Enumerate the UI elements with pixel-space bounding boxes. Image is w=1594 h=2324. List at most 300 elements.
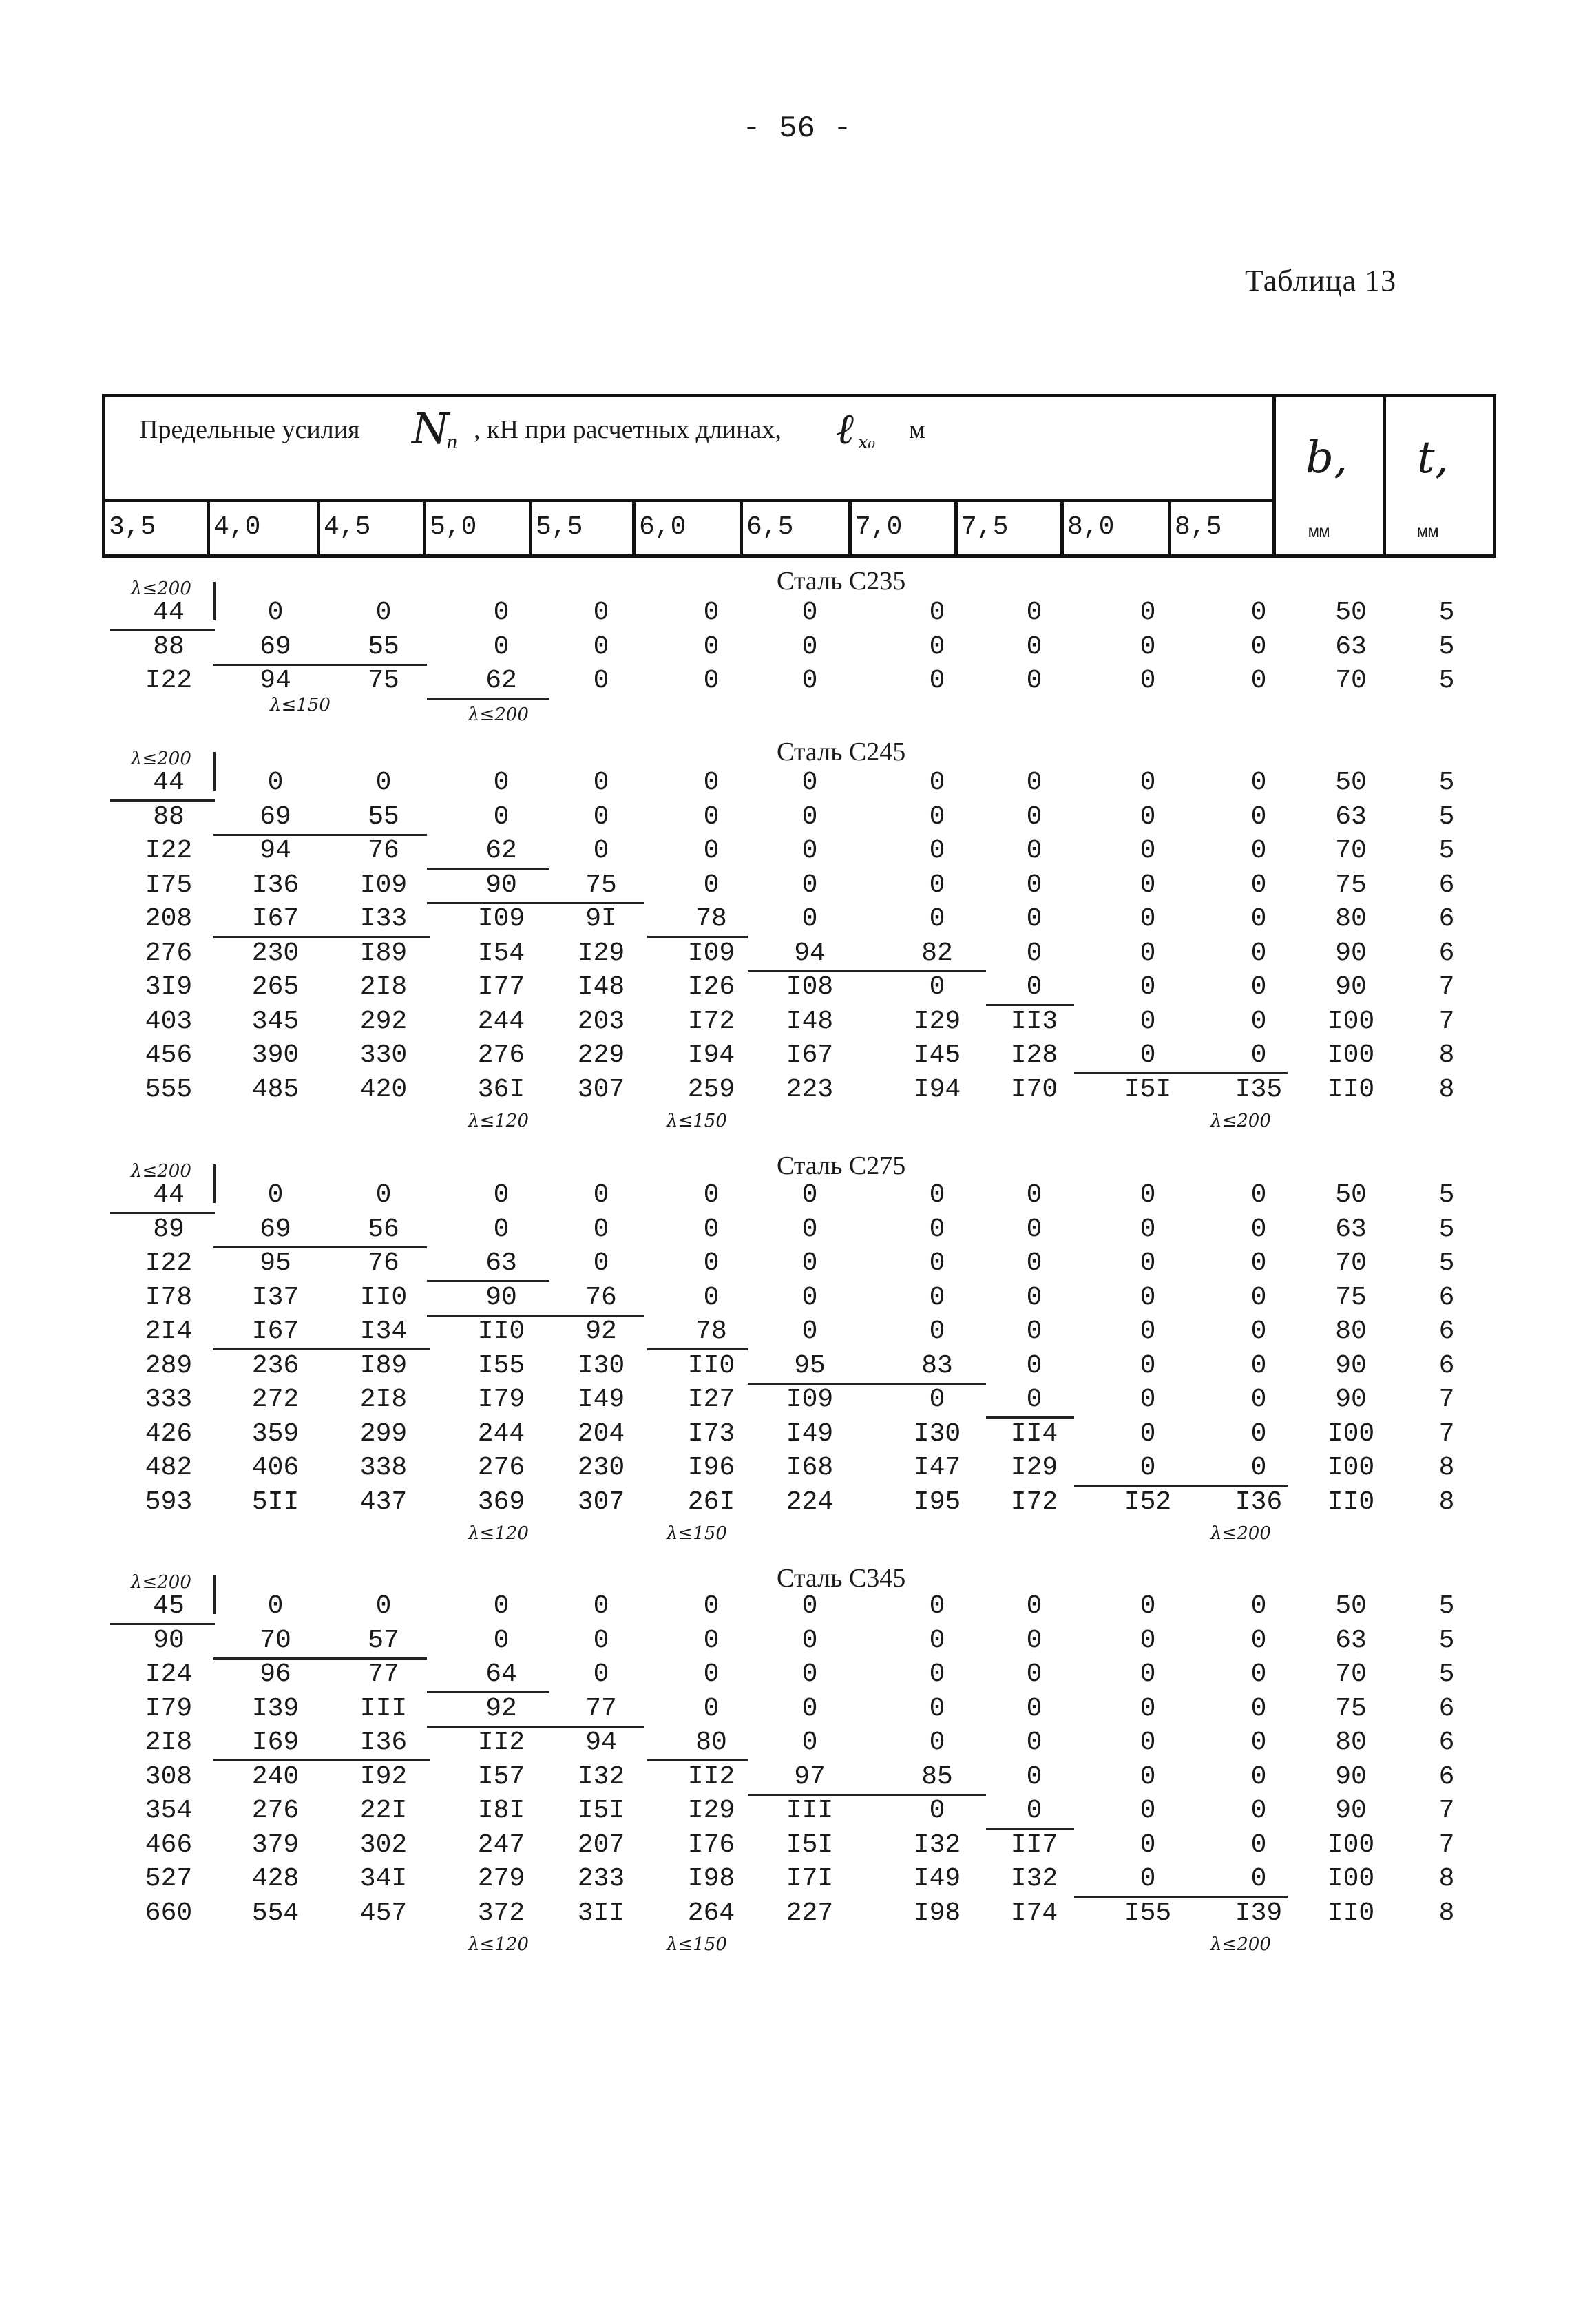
table-cell: 0 [1140, 1830, 1156, 1860]
table-cell: 57 [368, 1625, 399, 1655]
table-cell: I98 [687, 1864, 735, 1894]
table-cell: 0 [1250, 1591, 1267, 1621]
table-cell: 593 [145, 1487, 193, 1517]
table-cell: I35 [1235, 1074, 1283, 1105]
step-line [110, 1623, 215, 1625]
length-header: 6,5 [746, 512, 794, 542]
length-header: 6,0 [639, 512, 686, 542]
table-cell: I89 [359, 938, 408, 968]
table-cell: 94 [794, 938, 826, 968]
lambda-label: λ≤150 [270, 695, 331, 715]
table-cell: 0 [703, 870, 720, 900]
table-cell: 8 [1438, 1074, 1455, 1105]
table-cell: 302 [359, 1830, 408, 1860]
header-divider-t [1383, 394, 1386, 558]
table-cell: 6 [1438, 1317, 1455, 1346]
table-cell: I29 [913, 1006, 961, 1036]
table-cell: 0 [1250, 1317, 1267, 1346]
table-cell: 82 [921, 938, 953, 968]
table-cell: 2I8 [145, 1728, 193, 1757]
table-cell: 95 [260, 1248, 291, 1278]
table-cell: I09 [687, 938, 735, 968]
table-cell: 292 [359, 1006, 408, 1036]
table-cell: 80 [695, 1728, 727, 1757]
table-cell: 0 [1140, 1419, 1156, 1449]
table-cell: II0 [477, 1317, 525, 1346]
table-cell: 379 [251, 1830, 300, 1860]
symbol-l: ℓ [836, 404, 854, 454]
length-divider [848, 499, 852, 558]
table-cell: 482 [145, 1453, 193, 1483]
table-cell: 0 [703, 768, 720, 797]
step-line [874, 1383, 978, 1385]
lambda-label: λ≤200 [131, 1572, 191, 1593]
table-cell: 0 [929, 904, 945, 934]
table-cell: I96 [687, 1453, 735, 1483]
table-cell: 276 [145, 938, 193, 968]
table-cell: 207 [577, 1830, 625, 1860]
table-cell: 90 [1335, 972, 1367, 1002]
table-cell: 0 [1140, 1453, 1156, 1483]
table-cell: I24 [145, 1660, 193, 1689]
table-cell: 6 [1438, 938, 1455, 968]
table-cell: 69 [260, 631, 291, 662]
table-cell: 0 [1140, 802, 1156, 832]
table-cell: 5 [1438, 1248, 1455, 1278]
lambda-label: λ≤120 [468, 1522, 529, 1544]
table-cell: 6 [1438, 1728, 1455, 1757]
table-cell: 0 [1250, 1006, 1267, 1036]
table-cell: II0 [1327, 1487, 1375, 1517]
table-cell: 0 [1250, 904, 1267, 934]
table-cell: I36 [359, 1728, 408, 1757]
step-line [213, 1164, 216, 1203]
table-cell: I5I [577, 1796, 625, 1825]
table-cell: 0 [929, 768, 945, 797]
table-cell: 8 [1438, 1453, 1455, 1483]
table-cell: 0 [493, 768, 510, 797]
table-cell: 75 [1335, 1282, 1367, 1312]
step-line [213, 1657, 427, 1660]
table-cell: 0 [703, 1660, 720, 1689]
table-cell: 555 [145, 1074, 193, 1105]
table-cell: 307 [577, 1487, 625, 1517]
table-cell: 50 [1335, 598, 1367, 627]
table-cell: II0 [1327, 1898, 1375, 1928]
table-cell: I09 [359, 870, 408, 900]
table-cell: I00 [1327, 1006, 1375, 1036]
table-cell: I39 [251, 1693, 300, 1724]
table-cell: 0 [1140, 598, 1156, 627]
table-cell: 0 [1250, 938, 1267, 968]
table-cell: 63 [1335, 802, 1367, 832]
table-cell: 0 [929, 1282, 945, 1312]
table-cell: 5 [1438, 666, 1455, 695]
step-line [874, 970, 978, 972]
table-cell: 5 [1438, 768, 1455, 797]
table-cell: 0 [593, 836, 609, 866]
table-cell: I68 [786, 1453, 834, 1483]
table-cell: I33 [359, 904, 408, 934]
step-line [213, 1575, 216, 1614]
table-cell: 0 [1250, 1419, 1267, 1449]
table-cell: 0 [1250, 1728, 1267, 1757]
table-cell: 5 [1438, 1660, 1455, 1689]
table-cell: I69 [251, 1728, 300, 1757]
table-cell: I28 [1010, 1040, 1058, 1070]
table-cell: 0 [801, 836, 818, 866]
table-cell: 265 [251, 972, 300, 1002]
table-cell: 345 [251, 1006, 300, 1036]
table-cell: 0 [801, 802, 818, 832]
table-cell: 3II [577, 1898, 625, 1928]
table-cell: 276 [477, 1453, 525, 1483]
table-cell: 0 [1026, 631, 1042, 662]
table-cell: 7 [1438, 972, 1455, 1002]
unit-t: мм [1417, 522, 1439, 543]
table-cell: I09 [477, 904, 525, 934]
step-line [213, 936, 430, 938]
table-cell: 0 [1250, 631, 1267, 662]
table-cell: 0 [801, 1180, 818, 1210]
table-cell: 0 [1250, 1830, 1267, 1860]
table-cell: 0 [1250, 1625, 1267, 1655]
table-cell: 0 [375, 1591, 392, 1621]
table-cell: 5 [1438, 1214, 1455, 1244]
table-cell: 0 [1140, 1385, 1156, 1414]
table-cell: 233 [577, 1864, 625, 1894]
table-cell: 80 [1335, 1317, 1367, 1346]
table-cell: 0 [801, 1693, 818, 1724]
table-cell: 0 [1140, 1864, 1156, 1894]
table-cell: 0 [1250, 1761, 1267, 1792]
table-cell: 70 [1335, 1660, 1367, 1689]
table-cell: 0 [1026, 1728, 1042, 1757]
table-cell: 34I [359, 1864, 408, 1894]
table-cell: 0 [703, 1591, 720, 1621]
table-cell: III [786, 1796, 834, 1825]
table-cell: 64 [485, 1660, 517, 1689]
table-cell: 0 [703, 836, 720, 866]
table-cell: 0 [593, 1625, 609, 1655]
table-cell: 0 [929, 1317, 945, 1346]
table-cell: 0 [929, 870, 945, 900]
table-cell: 0 [1140, 870, 1156, 900]
table-cell: I78 [145, 1282, 193, 1312]
table-cell: I30 [913, 1419, 961, 1449]
table-cell: 0 [493, 1625, 510, 1655]
step-line [427, 902, 644, 904]
table-cell: 6 [1438, 1350, 1455, 1381]
table-cell: I36 [251, 870, 300, 900]
table-cell: 0 [1026, 768, 1042, 797]
table-cell: I36 [1235, 1487, 1283, 1517]
table-cell: 63 [1335, 631, 1367, 662]
table-cell: 0 [1026, 1761, 1042, 1792]
table-cell: 0 [929, 1728, 945, 1757]
table-cell: 333 [145, 1385, 193, 1414]
table-cell: I32 [913, 1830, 961, 1860]
table-cell: 62 [485, 666, 517, 695]
table-cell: 240 [251, 1761, 300, 1792]
table-cell: 8 [1438, 1864, 1455, 1894]
table-cell: I73 [687, 1419, 735, 1449]
table-cell: 44 [153, 768, 185, 797]
length-header: 4,0 [213, 512, 261, 542]
table-cell: 96 [260, 1660, 291, 1689]
table-cell: 0 [703, 1693, 720, 1724]
lambda-label: λ≤200 [131, 749, 191, 769]
table-cell: 90 [1335, 938, 1367, 968]
table-cell: 223 [786, 1074, 834, 1105]
table-cell: 247 [477, 1830, 525, 1860]
header-divider [102, 499, 1274, 502]
step-line [213, 582, 216, 620]
table-cell: 229 [577, 1040, 625, 1070]
table-cell: 0 [1140, 768, 1156, 797]
section-title: Сталь С345 [777, 1564, 906, 1593]
table-cell: 0 [1140, 1591, 1156, 1621]
table-cell: I55 [1124, 1898, 1172, 1928]
table-cell: 6 [1438, 870, 1455, 900]
table-cell: 0 [1140, 1040, 1156, 1070]
table-cell: 0 [1140, 904, 1156, 934]
table-cell: 0 [801, 1591, 818, 1621]
table-cell: 97 [794, 1761, 826, 1792]
table-cell: 0 [801, 904, 818, 934]
table-cell: 0 [801, 1282, 818, 1312]
table-cell: I39 [1235, 1898, 1283, 1928]
table-cell: I00 [1327, 1453, 1375, 1483]
table-cell: 55 [368, 631, 399, 662]
length-divider [317, 499, 320, 558]
table-cell: 0 [1140, 666, 1156, 695]
table-cell: 5 [1438, 802, 1455, 832]
table-cell: II0 [687, 1350, 735, 1381]
table-cell: 276 [251, 1796, 300, 1825]
table-cell: 0 [375, 768, 392, 797]
table-cell: 457 [359, 1898, 408, 1928]
table-cell: I22 [145, 666, 193, 695]
length-divider [740, 499, 743, 558]
table-cell: 0 [1250, 1453, 1267, 1483]
table-cell: 76 [368, 836, 399, 866]
table-cell: I89 [359, 1350, 408, 1381]
table-cell: 0 [493, 598, 510, 627]
table-cell: 0 [1140, 1282, 1156, 1312]
table-cell: 276 [477, 1040, 525, 1070]
length-divider [954, 499, 958, 558]
table-cell: 426 [145, 1419, 193, 1449]
table-cell: 259 [687, 1074, 735, 1105]
table-cell: I75 [145, 870, 193, 900]
table-cell: 208 [145, 904, 193, 934]
lambda-label: λ≤200 [468, 704, 529, 725]
table-cell: 9I [585, 904, 617, 934]
table-cell: 0 [267, 1591, 284, 1621]
table-cell: I48 [786, 1006, 834, 1036]
table-cell: I5I [1124, 1074, 1172, 1105]
table-cell: 70 [1335, 836, 1367, 866]
table-cell: 0 [703, 1180, 720, 1210]
table-cell: 299 [359, 1419, 408, 1449]
table-cell: 0 [801, 1660, 818, 1689]
table-cell: 0 [1250, 598, 1267, 627]
table-cell: 0 [1026, 598, 1042, 627]
table-cell: 0 [267, 1180, 284, 1210]
table-cell: 428 [251, 1864, 300, 1894]
step-line [1074, 1072, 1288, 1074]
table-cell: 227 [786, 1898, 834, 1928]
table-cell: 6 [1438, 1282, 1455, 1312]
table-cell: 0 [929, 1693, 945, 1724]
table-cell: 0 [703, 1214, 720, 1244]
header-divider-b [1272, 394, 1276, 558]
step-line [874, 1794, 978, 1796]
step-line [110, 799, 215, 802]
table-cell: 0 [1026, 1693, 1042, 1724]
table-cell: 8 [1438, 1898, 1455, 1928]
table-cell: 0 [1140, 1180, 1156, 1210]
table-cell: I70 [1010, 1074, 1058, 1105]
table-cell: 0 [593, 1214, 609, 1244]
table-cell: 6 [1438, 1761, 1455, 1792]
table-cell: 0 [1140, 1728, 1156, 1757]
table-cell: 7 [1438, 1006, 1455, 1036]
table-cell: 0 [1250, 1693, 1267, 1724]
table-cell: 0 [1026, 1248, 1042, 1278]
step-line [213, 664, 427, 666]
lambda-label: λ≤200 [131, 578, 191, 599]
table-cell: 5 [1438, 1591, 1455, 1621]
step-line [213, 1348, 430, 1350]
symbol-n: N [412, 404, 450, 454]
table-cell: 0 [929, 1248, 945, 1278]
step-line [986, 1004, 1074, 1006]
table-cell: 0 [1026, 666, 1042, 695]
table-cell: 0 [1140, 1796, 1156, 1825]
table-cell: I74 [1010, 1898, 1058, 1928]
table-cell: 308 [145, 1761, 193, 1792]
table-cell: 63 [485, 1248, 517, 1278]
table-cell: I00 [1327, 1419, 1375, 1449]
step-line [110, 629, 215, 631]
table-cell: I22 [145, 836, 193, 866]
table-cell: 0 [1140, 1660, 1156, 1689]
table-cell: 0 [1026, 1660, 1042, 1689]
table-cell: 0 [593, 598, 609, 627]
table-cell: I72 [687, 1006, 735, 1036]
table-cell: 0 [1250, 972, 1267, 1002]
table-cell: 77 [368, 1660, 399, 1689]
table-cell: 244 [477, 1006, 525, 1036]
table-cell: I29 [577, 938, 625, 968]
table-cell: 0 [929, 666, 945, 695]
table-cell: 26I [687, 1487, 735, 1517]
table-cell: 0 [801, 666, 818, 695]
table-cell: 0 [801, 870, 818, 900]
table-cell: 3I9 [145, 972, 193, 1002]
table-cell: 406 [251, 1453, 300, 1483]
table-cell: 0 [1250, 1385, 1267, 1414]
table-cell: 62 [485, 836, 517, 866]
table-cell: 0 [703, 598, 720, 627]
table-cell: 0 [1026, 1282, 1042, 1312]
table-cell: 0 [929, 1625, 945, 1655]
table-cell: 0 [703, 1248, 720, 1278]
table-cell: 338 [359, 1453, 408, 1483]
table-cell: 0 [929, 631, 945, 662]
table-cell: 92 [585, 1317, 617, 1346]
table-cell: I7I [786, 1864, 834, 1894]
table-cell: 0 [1250, 1350, 1267, 1381]
table-cell: I32 [577, 1761, 625, 1792]
step-line [110, 1212, 215, 1214]
table-cell: 0 [1250, 768, 1267, 797]
step-line [647, 1759, 748, 1761]
table-cell: 0 [593, 1660, 609, 1689]
table-cell: 85 [921, 1761, 953, 1792]
step-line [427, 698, 549, 700]
table-cell: 94 [260, 836, 291, 866]
table-cell: 330 [359, 1040, 408, 1070]
table-cell: 0 [593, 666, 609, 695]
table-cell: 5 [1438, 598, 1455, 627]
table-cell: 0 [375, 598, 392, 627]
symbol-n-sub: п [446, 432, 458, 453]
table-cell: 0 [703, 1282, 720, 1312]
symbol-t: t, [1417, 432, 1449, 483]
table-cell: I67 [251, 1317, 300, 1346]
table-cell: 44 [153, 598, 185, 627]
table-cell: 80 [1335, 904, 1367, 934]
table-cell: 0 [1026, 836, 1042, 866]
table-cell: 0 [593, 1248, 609, 1278]
table-cell: III [359, 1693, 408, 1724]
step-line [986, 1828, 1074, 1830]
table-cell: 75 [368, 666, 399, 695]
table-cell: 230 [577, 1453, 625, 1483]
length-header: 3,5 [109, 512, 156, 542]
table-cell: 0 [1140, 1693, 1156, 1724]
table-cell: 88 [153, 802, 185, 832]
table-cell: 0 [1026, 1317, 1042, 1346]
table-cell: 36I [477, 1074, 525, 1105]
step-line [213, 1759, 430, 1761]
lambda-label: λ≤200 [1210, 1110, 1271, 1131]
length-header: 8,0 [1067, 512, 1115, 542]
table-cell: 88 [153, 631, 185, 662]
header-title-cont: , кН при расчетных длинах, [474, 415, 782, 444]
table-cell: I00 [1327, 1040, 1375, 1070]
section-title: Сталь С275 [777, 1151, 906, 1180]
table-cell: 236 [251, 1350, 300, 1381]
table-cell: 307 [577, 1074, 625, 1105]
table-cell: 90 [1335, 1385, 1367, 1414]
table-cell: 0 [1250, 1214, 1267, 1244]
table-cell: 0 [1026, 1214, 1042, 1244]
table-cell: 0 [1140, 972, 1156, 1002]
table-cell: 0 [1026, 1180, 1042, 1210]
table-cell: I29 [1010, 1453, 1058, 1483]
table-cell: 0 [929, 1214, 945, 1244]
table-cell: I76 [687, 1830, 735, 1860]
table-cell: 5 [1438, 1625, 1455, 1655]
table-cell: 0 [929, 1385, 945, 1414]
unit-b: мм [1308, 522, 1330, 543]
lambda-label: λ≤120 [468, 1110, 529, 1131]
table-cell: 75 [1335, 1693, 1367, 1724]
